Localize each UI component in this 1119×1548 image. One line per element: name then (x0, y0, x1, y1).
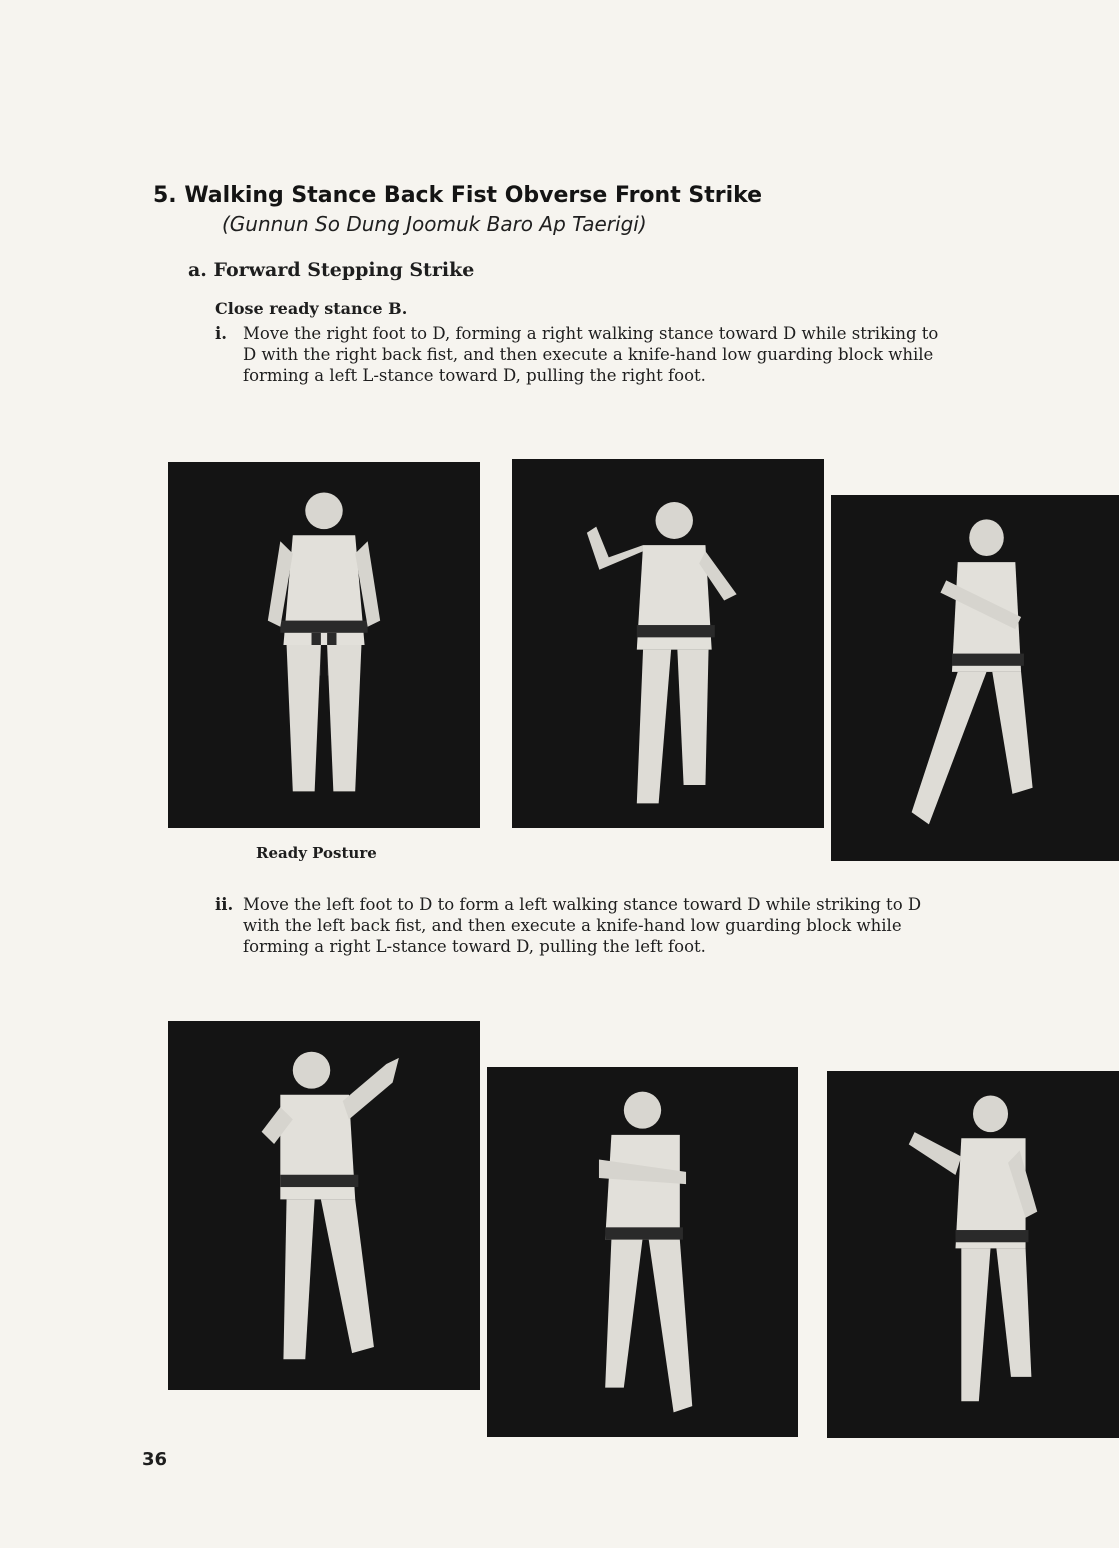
photo-caption-ready-posture: Ready Posture (256, 844, 377, 862)
photo-step2-back-fist (168, 1021, 480, 1390)
step-2-text: Move the left foot to D to form a left walking stance toward D while striking to D with the left back fist, and then execute a knife-hand low guarding block while forming a right L-stance toward D, pulling the left foot. (243, 895, 922, 956)
step-1 (215, 323, 950, 386)
section-subtitle: (Gunnun So Dung Joomuk Baro Ap Taerigi) (222, 212, 647, 236)
step-2-number: ii. (215, 895, 234, 914)
figure-left-back-fist-strike (168, 1021, 480, 1390)
photo-step2-transition (487, 1067, 798, 1437)
photo-ready-posture (168, 462, 480, 828)
step-1-number: i. (215, 324, 228, 343)
step-2 (215, 894, 950, 957)
figure-l-stance-block (831, 495, 1119, 861)
ready-stance-label: Close ready stance B. (215, 299, 408, 318)
step-1-text: Move the right foot to D, forming a right walking stance toward D while striking to D with the right back fist, and then execute a knife-hand low guarding block while forming a left L-stance toward D, pulling the right foot. (243, 324, 939, 385)
figure-right-l-stance-block (827, 1071, 1119, 1438)
page-number: 36 (142, 1449, 168, 1470)
photo-step2-low-block (827, 1071, 1119, 1438)
figure-chamber-block (487, 1067, 798, 1437)
figure-standing-ready (168, 462, 480, 828)
figure-back-fist-strike (512, 459, 824, 828)
section-title: 5. Walking Stance Back Fist Obverse Front Strike (153, 183, 763, 208)
subsection-heading: a. Forward Stepping Strike (188, 259, 475, 281)
photo-step1-back-fist (512, 459, 824, 828)
photo-step1-low-block (831, 495, 1119, 861)
